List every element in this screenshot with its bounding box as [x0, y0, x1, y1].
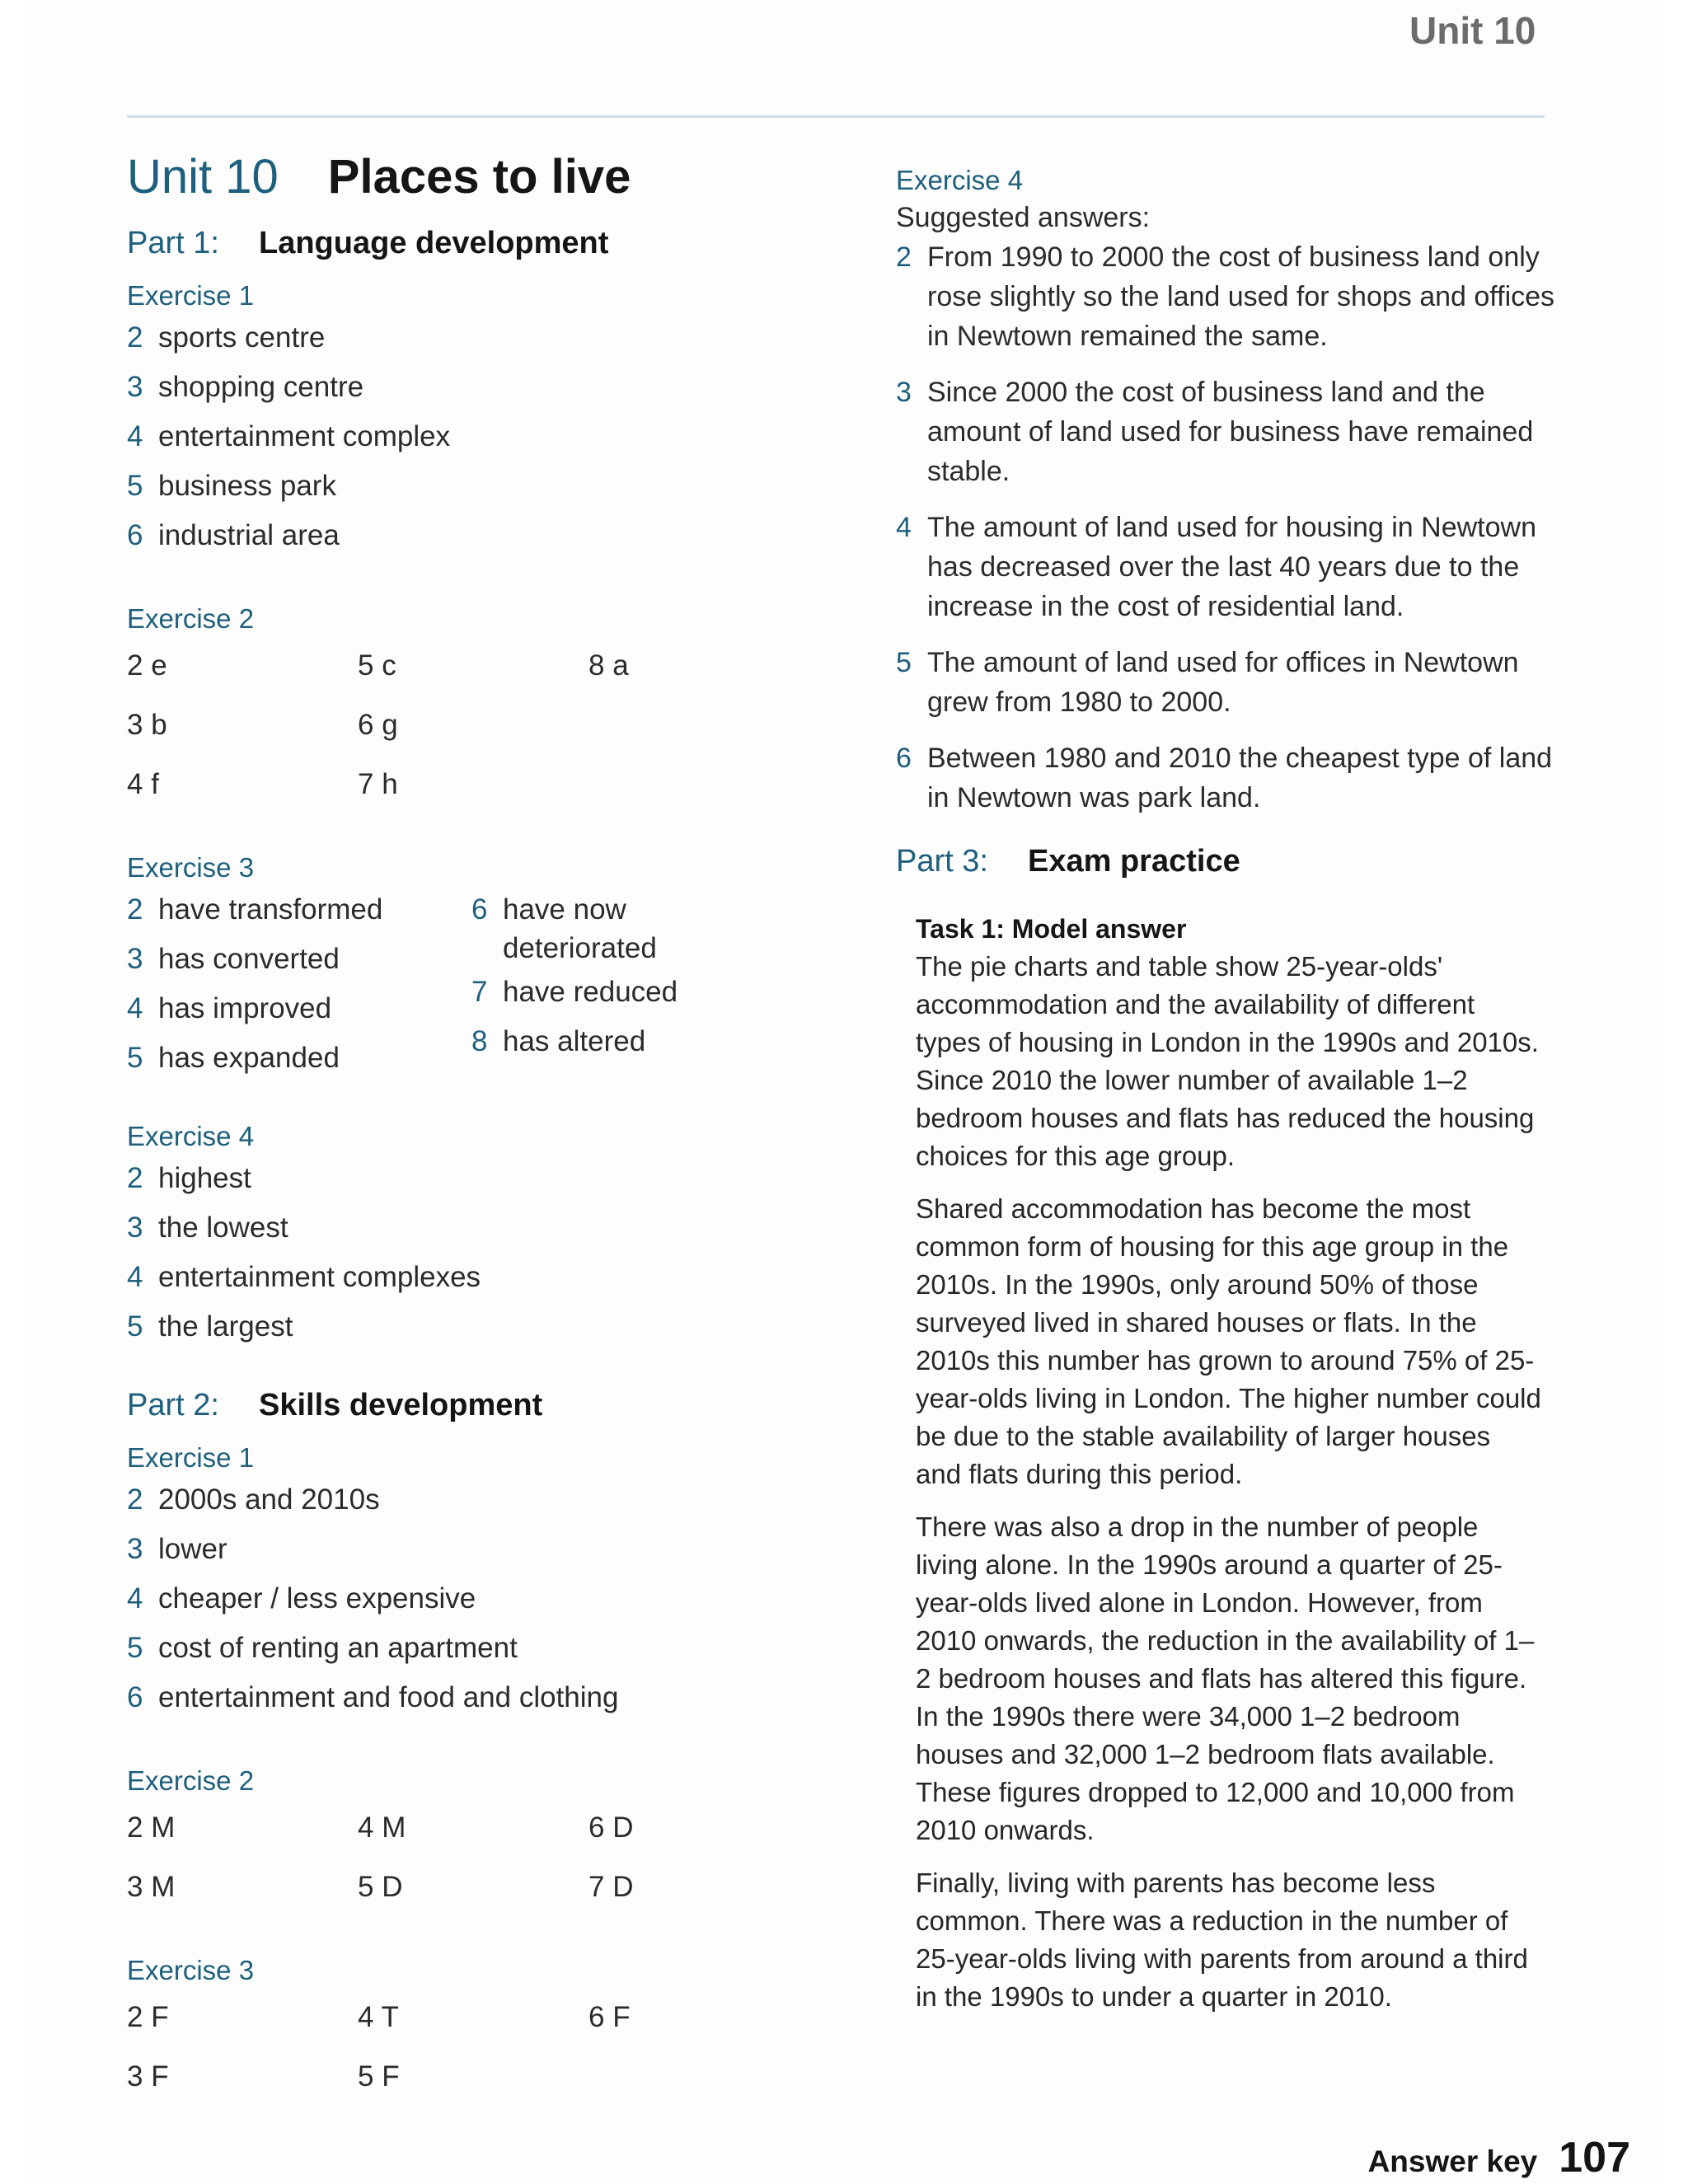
list-item: [127, 1154, 803, 1203]
item-text: entertainment complexes: [158, 1261, 481, 1293]
item-text: have reduced: [503, 976, 678, 1008]
grid-cell: 5 F: [358, 2060, 400, 2093]
grid-cell: 6 F: [588, 2001, 631, 2033]
part1-label: Part 1:: [127, 226, 219, 260]
exercise-title: Exercise 1: [127, 280, 255, 311]
suggested-answers-intro: Suggested answers:: [896, 202, 1151, 233]
item-number: 5: [127, 1042, 143, 1074]
grid-cell: 4 M: [358, 1811, 406, 1844]
item-text: has improved: [158, 992, 332, 1024]
item-text: Between 1980 and 2010 the cheapest type of land in Newtown was park land.: [927, 743, 1553, 813]
item-number: 4: [127, 992, 143, 1024]
item-text: The amount of land used for offices in Newtown grew from 1980 to 2000.: [927, 647, 1519, 718]
grid-cell: [588, 755, 819, 814]
unit-heading: [127, 148, 803, 206]
grid-cell: 4 f: [127, 768, 159, 800]
item-number: 8: [471, 1025, 488, 1057]
part3-label: Part 3:: [896, 844, 988, 879]
item-text: The amount of land used for housing in Newtown has decreased over the last 40 years due to the increase in the cost of residential land.: [927, 512, 1537, 622]
grid-cell: 8 a: [588, 649, 629, 682]
answer-list: [896, 237, 1555, 818]
list-item: [127, 1475, 803, 1525]
item-number: 5: [127, 1310, 143, 1343]
grid-cell: 3 M: [127, 1871, 176, 1903]
list-item: [127, 1203, 803, 1253]
exercise-title: Exercise 4: [896, 165, 1024, 195]
part2-heading: [127, 1385, 803, 1426]
list-item: [127, 1574, 803, 1624]
p1-ex3: [127, 851, 803, 1083]
list-item: [896, 373, 1555, 491]
exercise-title: Exercise 3: [127, 1955, 255, 1985]
header-rule: [127, 115, 1545, 118]
list-item: [896, 643, 1555, 722]
item-number: 6: [896, 743, 912, 774]
exercise-title: Exercise 4: [127, 1121, 255, 1151]
item-text: lower: [158, 1533, 227, 1565]
grid-cell: 2 e: [127, 649, 167, 682]
grid-cell: 6 D: [588, 1811, 634, 1844]
answer-list: [127, 1154, 803, 1352]
item-number: 5: [127, 470, 143, 502]
list-item: [127, 1673, 803, 1722]
list-item: [896, 738, 1555, 818]
item-number: 2: [127, 893, 143, 926]
list-item: [127, 935, 471, 984]
item-text: has altered: [503, 1025, 646, 1057]
unit-number: Unit 10: [127, 150, 279, 204]
list-item: [127, 1624, 803, 1673]
list-item: [127, 511, 803, 560]
item-number: 6: [127, 1681, 143, 1713]
item-text: highest: [158, 1162, 251, 1194]
item-number: 2: [896, 241, 912, 273]
answer-list-right: [471, 885, 801, 1083]
item-text: From 1990 to 2000 the cost of business land only rose slightly so the land used for shops and offices in Newtown remained the same.: [927, 241, 1555, 352]
item-text: has expanded: [158, 1042, 340, 1074]
item-number: 5: [896, 647, 912, 678]
list-item: [896, 508, 1555, 626]
list-item: [471, 885, 801, 968]
page-footer: [1368, 2133, 1630, 2182]
footer-label: Answer key: [1367, 2144, 1538, 2178]
grid-cell: 7 D: [588, 1871, 634, 1903]
item-number: 2: [127, 1162, 143, 1194]
list-item: [127, 313, 803, 363]
item-text: shopping centre: [158, 371, 364, 403]
list-item: [896, 237, 1555, 356]
grid-cell: 3 b: [127, 709, 167, 741]
item-text: has converted: [158, 943, 340, 975]
item-number: 2: [127, 1483, 143, 1516]
exercise-title: Exercise 3: [127, 852, 255, 883]
right-column: [896, 163, 1555, 2031]
item-number: 3: [896, 377, 912, 408]
item-text: entertainment and food and clothing: [158, 1681, 619, 1713]
list-item: [471, 1017, 801, 1066]
item-text: have transformed: [158, 893, 383, 926]
part2-label: Part 2:: [127, 1388, 219, 1422]
item-text: sports centre: [158, 321, 326, 354]
part3-heading: [896, 841, 1555, 882]
model-answer-paragraph: There was also a drop in the number of people living alone. In the 1990s around a quarter of 25-year-olds lived alone in London. However, from 2010 onwards, the reduction in the availability of 1–2 bedroom houses and flats has altered this figure. In the 1990s there were 34,000 1–2 bedroom houses and 32,000 1–2 bedroom flats available. These figures dropped to 12,000 and 10,000 from 2010 onwards.: [916, 1511, 1535, 1845]
list-item: [127, 1033, 471, 1083]
p1-ex1: [127, 279, 803, 560]
item-number: 2: [127, 321, 143, 354]
exercise-title: Exercise 1: [127, 1442, 255, 1473]
item-number: 6: [127, 519, 143, 551]
list-item: [127, 1525, 803, 1574]
item-number: 3: [127, 943, 143, 975]
answer-grid: [127, 1988, 803, 2107]
model-answer-paragraph: Finally, living with parents has become less common. There was a reduction in the number of 25-year-olds living with parents from around a third in the 1990s to under a quarter in 2010.: [916, 1868, 1528, 2012]
part1-title: Language development: [259, 226, 609, 260]
item-text: industrial area: [158, 519, 340, 551]
answer-grid: [127, 636, 803, 814]
p2-ex3: [127, 1953, 803, 2107]
list-item: [127, 1302, 803, 1352]
p2-ex2: [127, 1764, 803, 1917]
answer-list: [127, 313, 803, 560]
list-item: [471, 968, 801, 1017]
part1-heading: [127, 223, 803, 264]
grid-cell: 2 M: [127, 1811, 176, 1844]
list-item: [127, 984, 471, 1033]
item-number: 6: [471, 893, 488, 926]
item-text: 2000s and 2010s: [158, 1483, 380, 1516]
list-item: [127, 1253, 803, 1302]
grid-cell: 4 T: [358, 2001, 399, 2033]
item-number: 4: [127, 420, 143, 452]
left-column: [127, 148, 803, 2107]
item-number: 7: [471, 976, 488, 1008]
grid-cell: 3 F: [127, 2060, 169, 2093]
item-number: 5: [127, 1632, 143, 1664]
grid-cell: 2 F: [127, 2001, 169, 2033]
answer-list: [127, 1475, 803, 1722]
model-answer-paragraph: The pie charts and table show 25-year-olds' accommodation and the availability of different types of housing in London in the 1990s and 2010s. Since 2010 the lower number of available 1–2 bedroom houses and flats has reduced the housing choices for this age group.: [916, 951, 1539, 1171]
item-text: Since 2000 the cost of business land and the amount of land used for business have remained stable.: [927, 377, 1534, 487]
item-number: 4: [127, 1582, 143, 1615]
grid-cell: 5 D: [358, 1871, 403, 1903]
model-answer-box: [916, 910, 1542, 2016]
item-number: 3: [127, 371, 143, 403]
list-item: [127, 885, 471, 935]
page-sheet: [25, 0, 1663, 2184]
grid-cell: [588, 696, 819, 755]
item-text: have now deteriorated: [503, 893, 657, 964]
list-item: [127, 363, 803, 412]
grid-cell: [588, 2047, 819, 2107]
part2-title: Skills development: [259, 1388, 543, 1422]
item-number: 3: [127, 1212, 143, 1244]
answer-list-left: [127, 885, 471, 1083]
item-number: 3: [127, 1533, 143, 1565]
item-text: the largest: [158, 1310, 293, 1343]
item-text: business park: [158, 470, 336, 502]
list-item: [127, 412, 803, 462]
item-number: 4: [127, 1261, 143, 1293]
item-text: entertainment complex: [158, 420, 451, 452]
running-header: Unit 10: [1409, 9, 1536, 52]
answer-columns: [127, 885, 803, 1083]
model-answer-paragraph: Shared accommodation has become the most common form of housing for this age group in the 2010s. In the 1990s, only around 50% of those surveyed lived in shared houses or flats. In the 2010s this number has grown to around 75% of 25-year-olds living in London. The higher number could be due to the stable availability of larger houses and flats during this period.: [916, 1193, 1541, 1489]
unit-title: Places to live: [327, 150, 631, 204]
p1-ex4: [127, 1119, 803, 1352]
item-text: cost of renting an apartment: [158, 1632, 518, 1664]
grid-cell: 5 c: [358, 649, 396, 682]
p2-ex1: [127, 1441, 803, 1722]
list-item: [127, 462, 803, 511]
item-text: the lowest: [158, 1212, 288, 1244]
part3-title: Exam practice: [1028, 844, 1240, 879]
exercise-title: Exercise 2: [127, 603, 255, 634]
item-text: cheaper / less expensive: [158, 1582, 476, 1615]
answer-grid: [127, 1798, 803, 1917]
item-number: 4: [896, 512, 912, 543]
page-number: 107: [1559, 2134, 1630, 2182]
grid-cell: 6 g: [358, 709, 398, 741]
exercise-title: Exercise 2: [127, 1765, 255, 1796]
grid-cell: 7 h: [358, 768, 398, 800]
task-title: Task 1: Model answer: [916, 914, 1187, 944]
p1-ex2: [127, 602, 803, 814]
p2-ex4: [896, 163, 1555, 818]
